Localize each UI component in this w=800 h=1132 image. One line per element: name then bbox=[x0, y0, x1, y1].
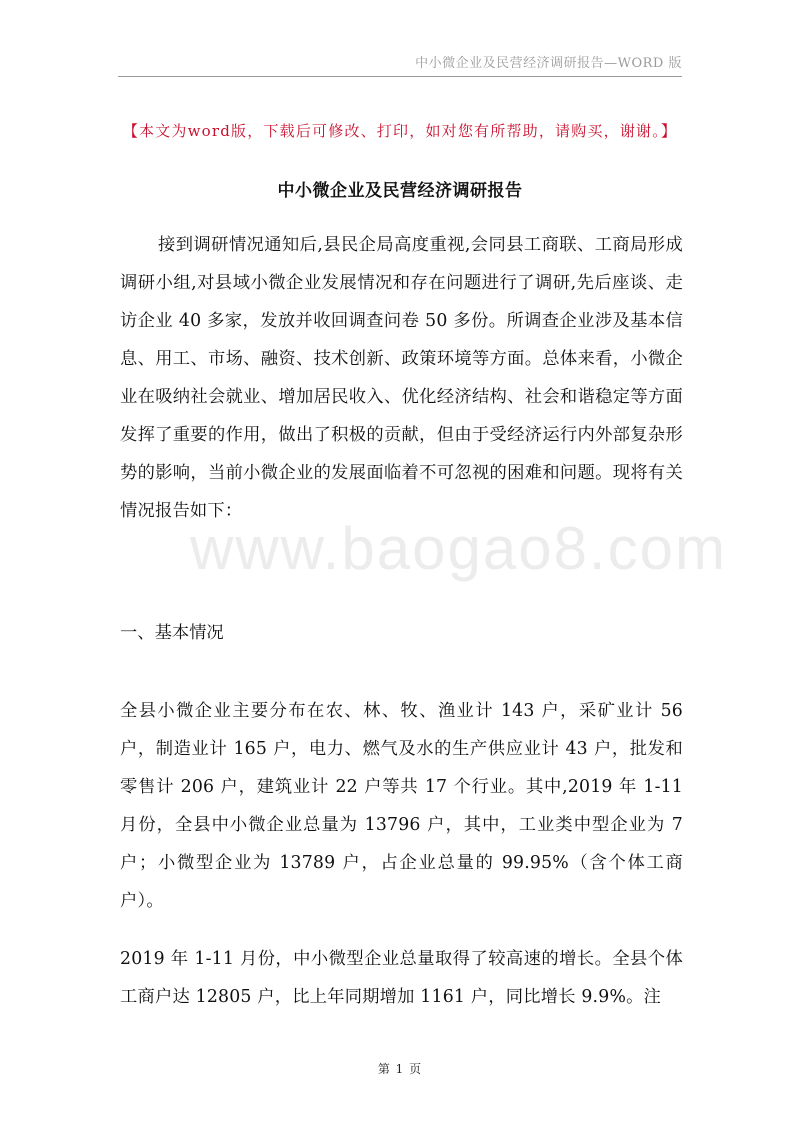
document-title: 中小微企业及民营经济调研报告 bbox=[277, 181, 523, 201]
page-header-title: 中小微企业及民营经济调研报告—WORD 版 bbox=[415, 56, 682, 71]
page-number: 第 1 页 bbox=[377, 1062, 423, 1076]
industry-distribution-paragraph: 全县小微企业主要分布在农、林、牧、渔业计 143 户，采矿业计 56 户，制造业计 165 户，电力、燃气及水的生产供应业计 43 户，批发和零售计 206 户，建筑业计 22 户等共 17 个行业。其中,2019 年 1-11 月份，全县中小微企业总量为 13796 户，其中，工业类中型企业为 7 户；小微型企业为 13789 户，占企业总量的 99.95%（含个体工商户）。 bbox=[120, 701, 683, 911]
watermark: www.baogao8.com bbox=[190, 515, 727, 582]
intro-paragraph: 接到调研情况通知后,县民企局高度重视,会同县工商联、工商局形成调研小组,对县域小微企业发展情况和存在问题进行了调研,先后座谈、走访企业 40 多家，发放并收回调查问卷 50 多份。所调查企业涉及基本信息、用工、市场、融资、技术创新、政策环境等方面。总体来看，小微企业在吸纳社会就业、增加居民收入、优化经济结构、社会和谐稳定等方面发挥了重要的作用，做出了积极的贡献，但由于受经济运行内外部复杂形势的影响，当前小微企业的发展面临着不可忽视的困难和问题。现将有关情况报告如下： bbox=[120, 235, 683, 521]
growth-paragraph: 2019 年 1-11 月份，中小微型企业总量取得了较高速的增长。全县个体工商户达 12805 户，比上年同期增加 1161 户，同比增长 9.9%。注 bbox=[120, 949, 683, 1007]
purchase-notice: 【本文为word版，下载后可修改、打印，如对您有所帮助，请购买，谢谢。】 bbox=[122, 122, 678, 140]
header-divider bbox=[118, 76, 682, 77]
section-heading-basic-situation: 一、基本情况 bbox=[120, 623, 224, 643]
